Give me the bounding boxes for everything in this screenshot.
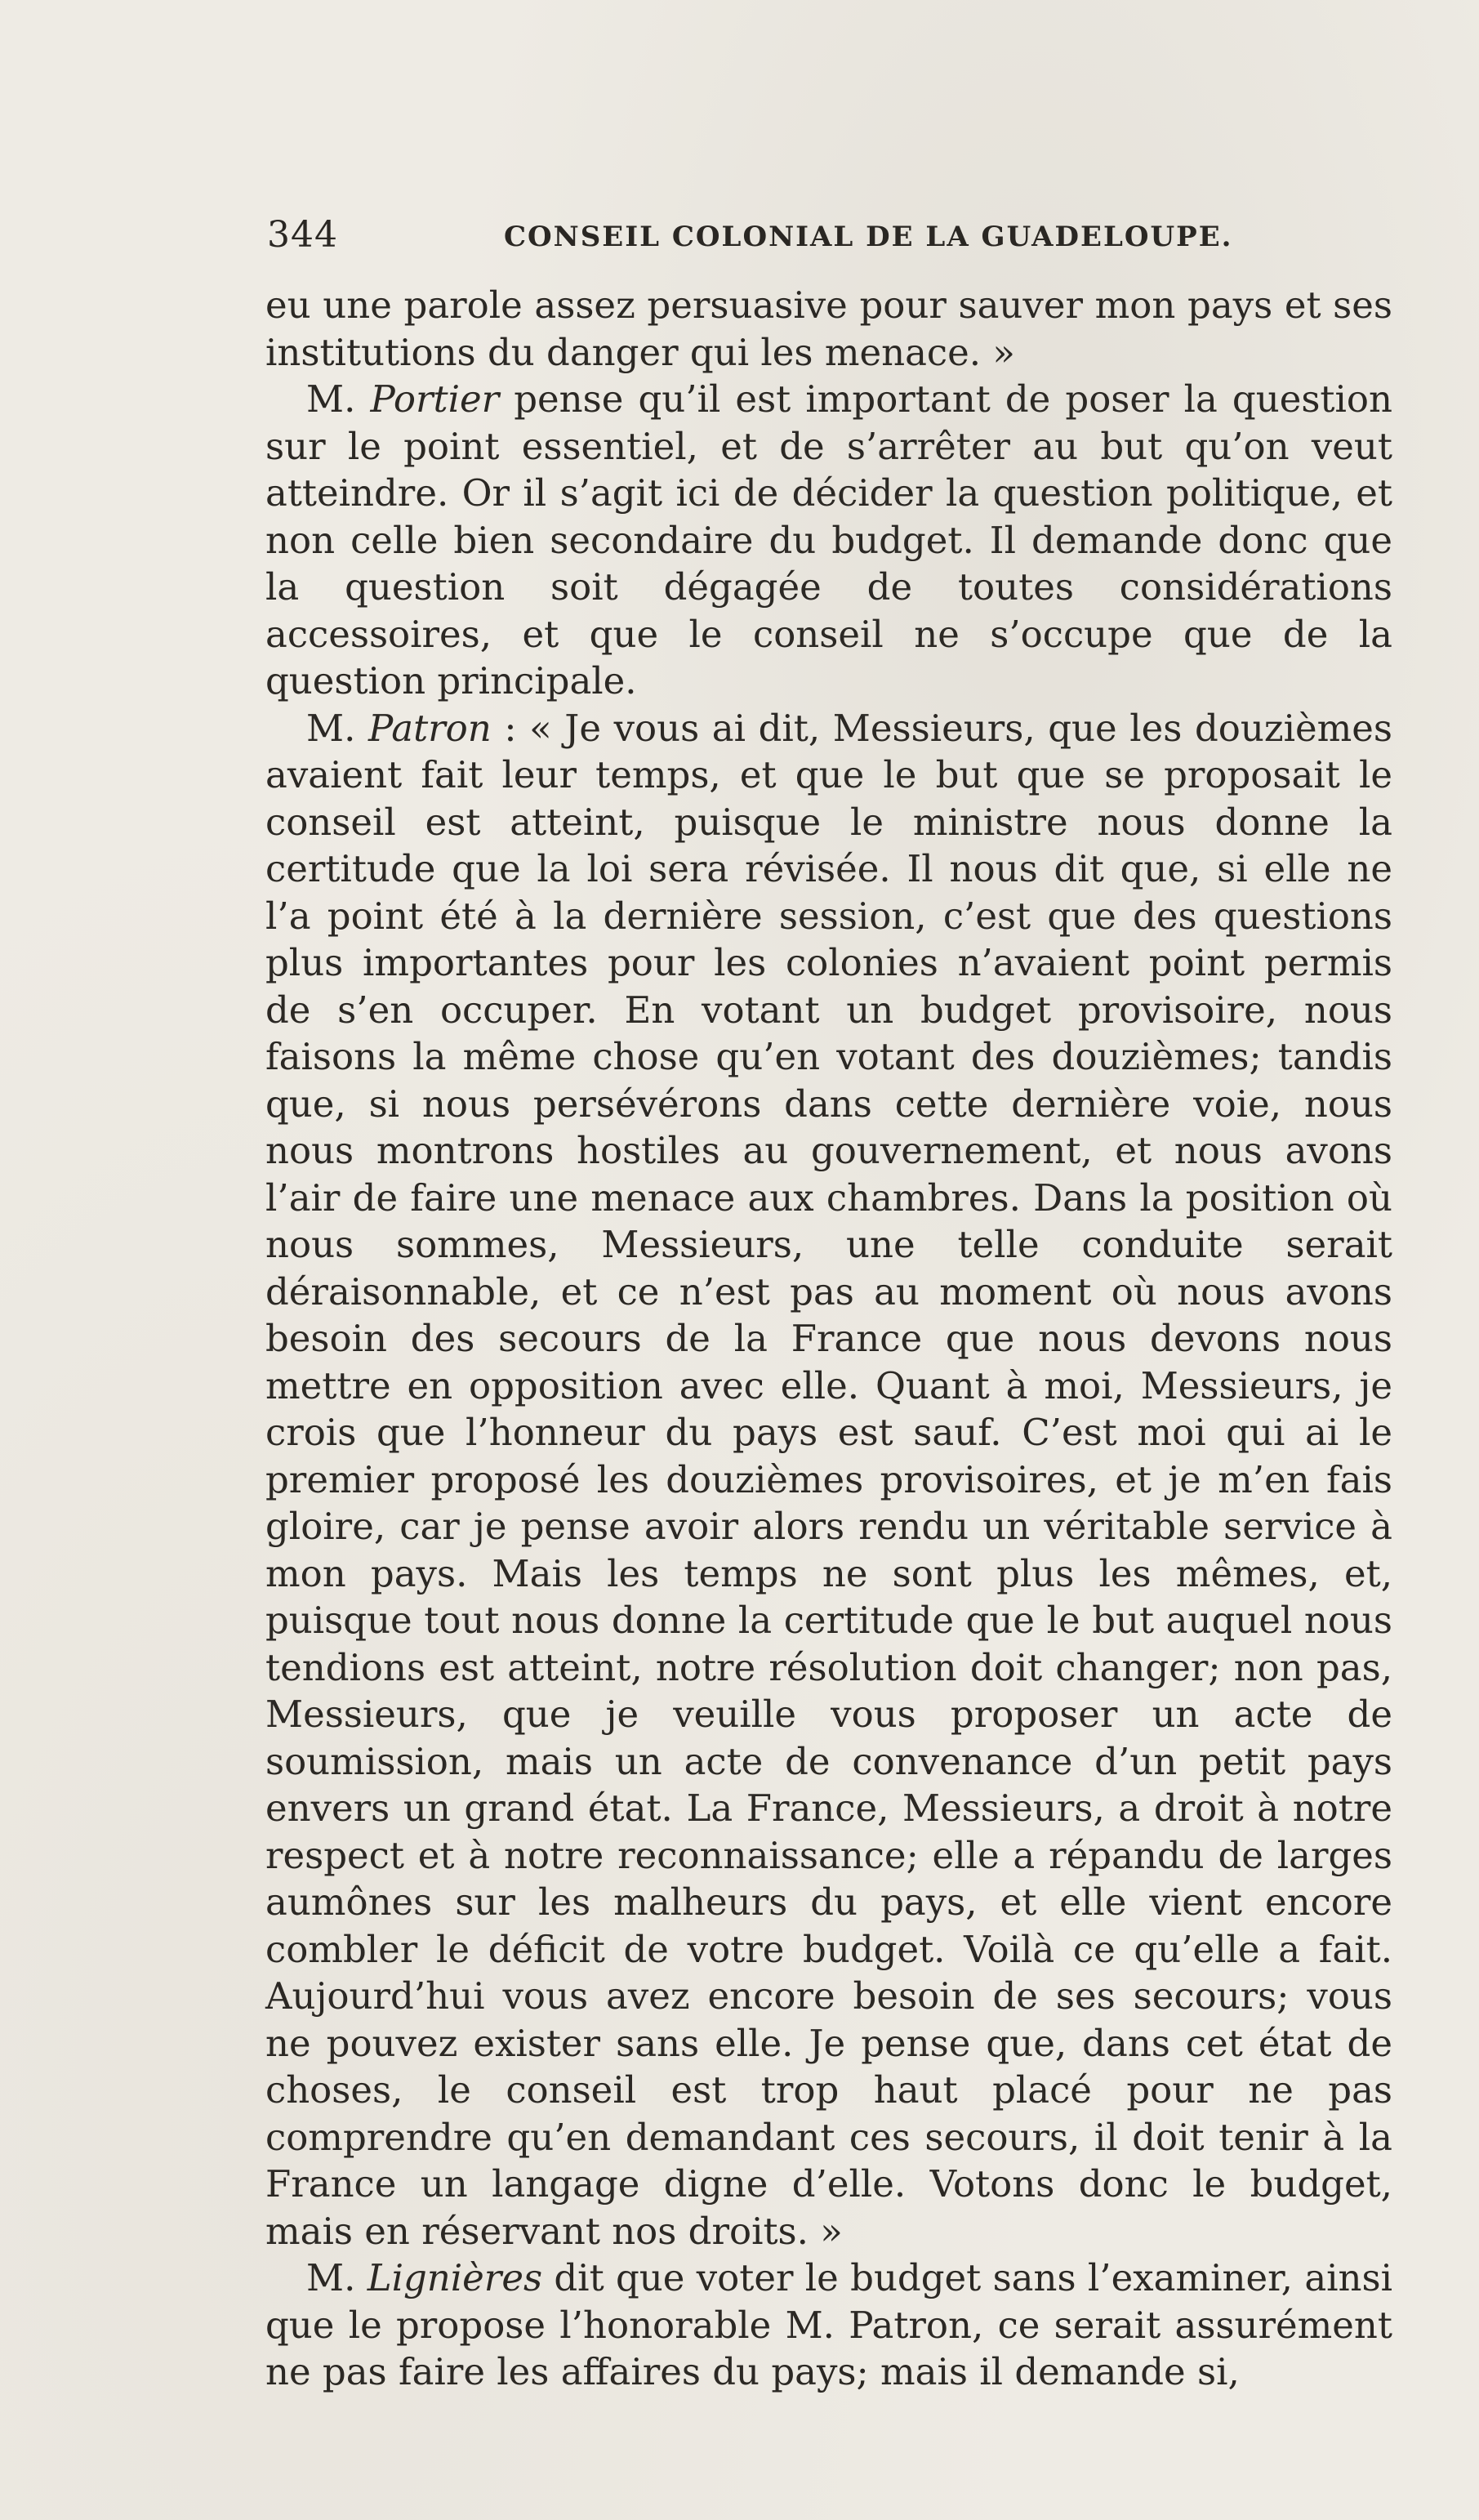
speaker-name: Lignières (367, 2256, 543, 2299)
speaker-prefix: M. (306, 706, 368, 750)
paragraph-patron (265, 705, 1392, 2255)
paragraph-portier (265, 376, 1392, 705)
paragraph-text: : « Je vous ai dit, Messieurs, que les douzièmes avaient fait leur temps, et que le but que se proposait le conseil est atteint, puisque le ministre nous donne la certitude que la loi sera révisée. Il nous dit que, si elle ne l’a point été à la dernière session, c’est que des questions plus importantes pour les colonies n’avaient point permis de s’en occuper. En votant un budget provisoire, nous faisons la même chose qu’en votant des douzièmes; tandis que, si nous persévérons dans cette dernière voie, nous nous montrons hostiles au gouvernement, et nous avons l’air de faire une menace aux chambres. Dans la position où nous sommes, Messieurs, une telle conduite serait déraisonnable, et ce n’est pas au moment où nous avons besoin des secours de la France que nous devons nous mettre en opposition avec elle. Quant à moi, Messieurs, je crois que l’honneur du pays est sauf. C’est moi qui ai le premier proposé les douzièmes provisoires, et je m’en fais gloire, car je pense avoir alors rendu un véritable service à mon pays. Mais les temps ne sont plus les mêmes, et, puisque tout nous donne la certitude que le but auquel nous tendions est atteint, notre résolution doit changer; non pas, Messieurs, que je veuille vous proposer un acte de soumission, mais un acte de convenance d’un petit pays envers un grand état. La France, Messieurs, a droit à notre respect et à notre reconnaissance; elle a répandu de larges aumônes sur les malheurs du pays, et elle vient encore combler le déficit de votre budget. Voilà ce qu’elle a fait. Aujourd’hui vous avez encore besoin de ses secours; vous ne pouvez exister sans elle. Je pense que, dans cet état de choses, le conseil est trop haut placé pour ne pas comprendre qu’en demandant ces secours, il doit tenir à la France un langage digne d’elle. Votons donc le budget, mais en réservant nos droits. » (265, 706, 1392, 2253)
paragraph-text: pense qu’il est important de poser la question sur le point essentiel, et de s’arrêter au but qu’on veut atteindre. Or il s’agit ici de décider la question politique, et non celle bien secondaire du budget. Il demande donc que la question soit dégagée de toutes considérations accessoires, et que le conseil ne s’occupe que de la question principale. (265, 377, 1392, 702)
speaker-prefix: M. (306, 2256, 368, 2299)
body-text (265, 282, 1392, 2396)
paragraph-continuation (265, 282, 1392, 376)
speaker-name: Patron (368, 706, 492, 750)
page-header (267, 214, 1394, 263)
paragraph-text: dit que voter le budget sans l’examiner, ainsi que le propose l’honorable M. Patron, ce serait assurément ne pas faire les affaires du pays; mais il demande si, (265, 2256, 1393, 2393)
running-title: CONSEIL COLONIAL DE LA GUADELOUPE. (504, 221, 1233, 253)
paragraph-text: eu une parole assez persuasive pour sauver mon pays et ses institutions du danger qui les menace. » (265, 283, 1392, 374)
page-number: 344 (267, 214, 338, 256)
speaker-prefix: M. (306, 377, 371, 421)
speaker-name: Portier (370, 377, 500, 421)
paragraph-lignieres (265, 2255, 1392, 2396)
